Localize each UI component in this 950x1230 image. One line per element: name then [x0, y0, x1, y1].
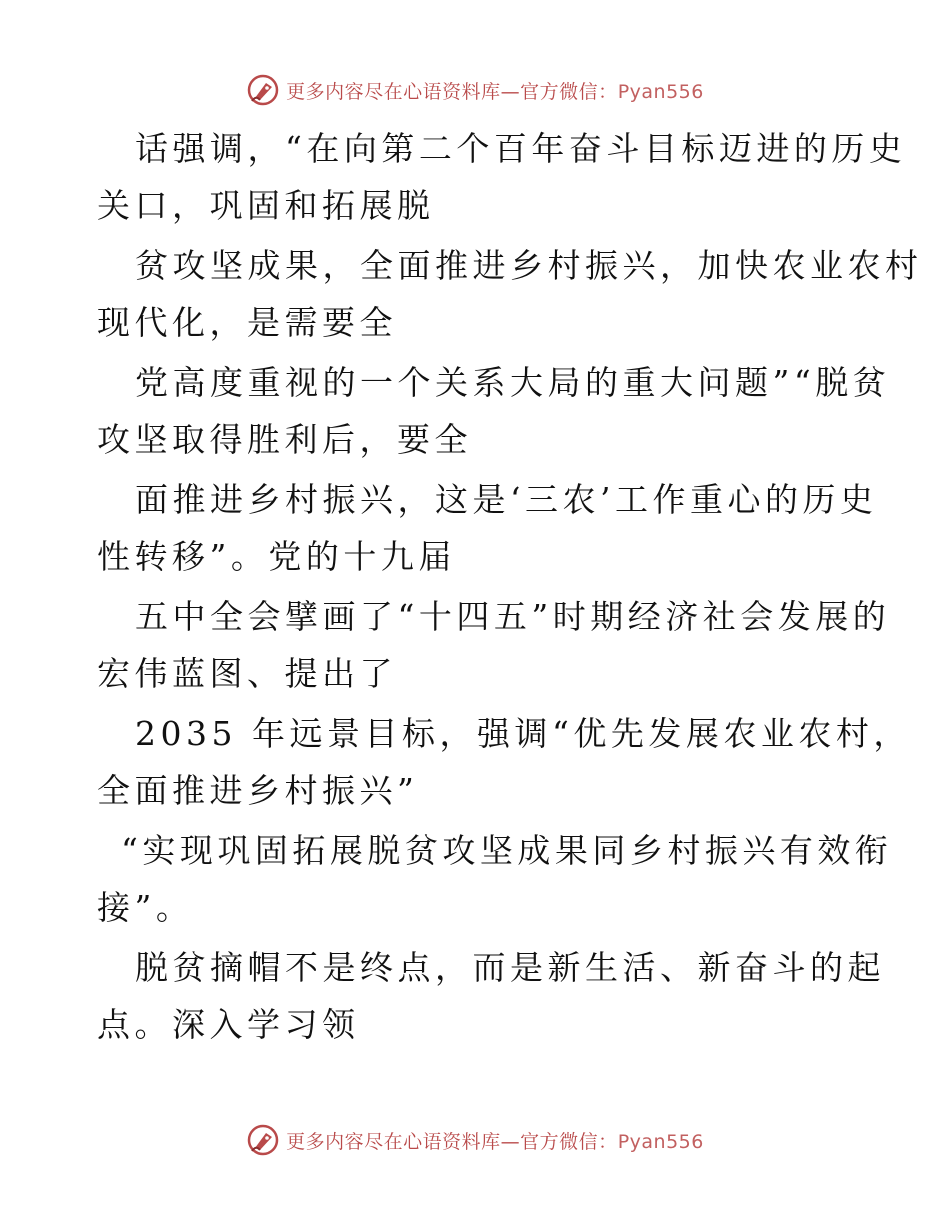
paragraph-7-line-2: 接”。 [97, 888, 194, 927]
header-wechat-label: 官方微信： [520, 80, 618, 103]
paragraph-8-line-1: 脱贫摘帽不是终点，而是新生活、新奋斗的起 [135, 948, 885, 987]
pen-nib-logo-icon [246, 73, 280, 107]
paragraph-4-line-2: 性转移”。党的十九届 [97, 537, 456, 576]
paragraph-6-line-1: 2035 年远景目标，强调“优先发展农业农村， [135, 714, 911, 753]
paragraph-5-line-2: 宏伟蓝图、提出了 [97, 654, 397, 693]
paragraph-4-line-1: 面推进乡村振兴，这是‘三农’工作重心的历史 [135, 480, 878, 519]
paragraph-2-line-2: 现代化，是需要全 [97, 303, 397, 342]
paragraph-2-line-1: 贫攻坚成果，全面推进乡村振兴，加快农业农村 [135, 246, 923, 285]
paragraph-2 [97, 237, 923, 351]
paragraph-6 [97, 705, 911, 819]
header-site-text: 更多内容尽在心语资料库 [286, 80, 501, 103]
paragraph-7-line-1: “实现巩固拓展脱贫攻坚成果同乡村振兴有效衔 [121, 831, 893, 870]
document-body [97, 120, 923, 1053]
paragraph-3-line-2: 攻坚取得胜利后，要全 [97, 420, 472, 459]
header-banner [0, 70, 950, 110]
paragraph-8-line-2: 点。深入学习领 [97, 1005, 360, 1044]
paragraph-5 [97, 588, 891, 702]
footer-wechat-id: Pyan556 [617, 1130, 704, 1153]
paragraph-4 [97, 471, 878, 585]
footer-banner-text [286, 1127, 704, 1154]
paragraph-5-line-1: 五中全会擘画了“十四五”时期经济社会发展的 [135, 597, 891, 636]
footer-wechat-label: 官方微信： [520, 1130, 618, 1153]
paragraph-3 [97, 354, 891, 468]
footer-banner [0, 1120, 950, 1160]
header-wechat-id: Pyan556 [617, 80, 704, 103]
header-separator: — [500, 80, 521, 103]
paragraph-6-line-2: 全面推进乡村振兴” [97, 771, 419, 810]
footer-separator: — [500, 1130, 521, 1153]
pen-nib-logo-icon [246, 1123, 280, 1157]
paragraph-8 [97, 939, 885, 1053]
paragraph-1 [97, 120, 907, 234]
header-banner-text [286, 77, 704, 104]
paragraph-1-line-2: 关口，巩固和拓展脱 [97, 186, 435, 225]
paragraph-1-line-1: 话强调，“在向第二个百年奋斗目标迈进的历史 [135, 129, 907, 168]
footer-site-text: 更多内容尽在心语资料库 [286, 1130, 501, 1153]
paragraph-7 [97, 822, 893, 936]
paragraph-3-line-1: 党高度重视的一个关系大局的重大问题”“脱贫 [135, 363, 891, 402]
